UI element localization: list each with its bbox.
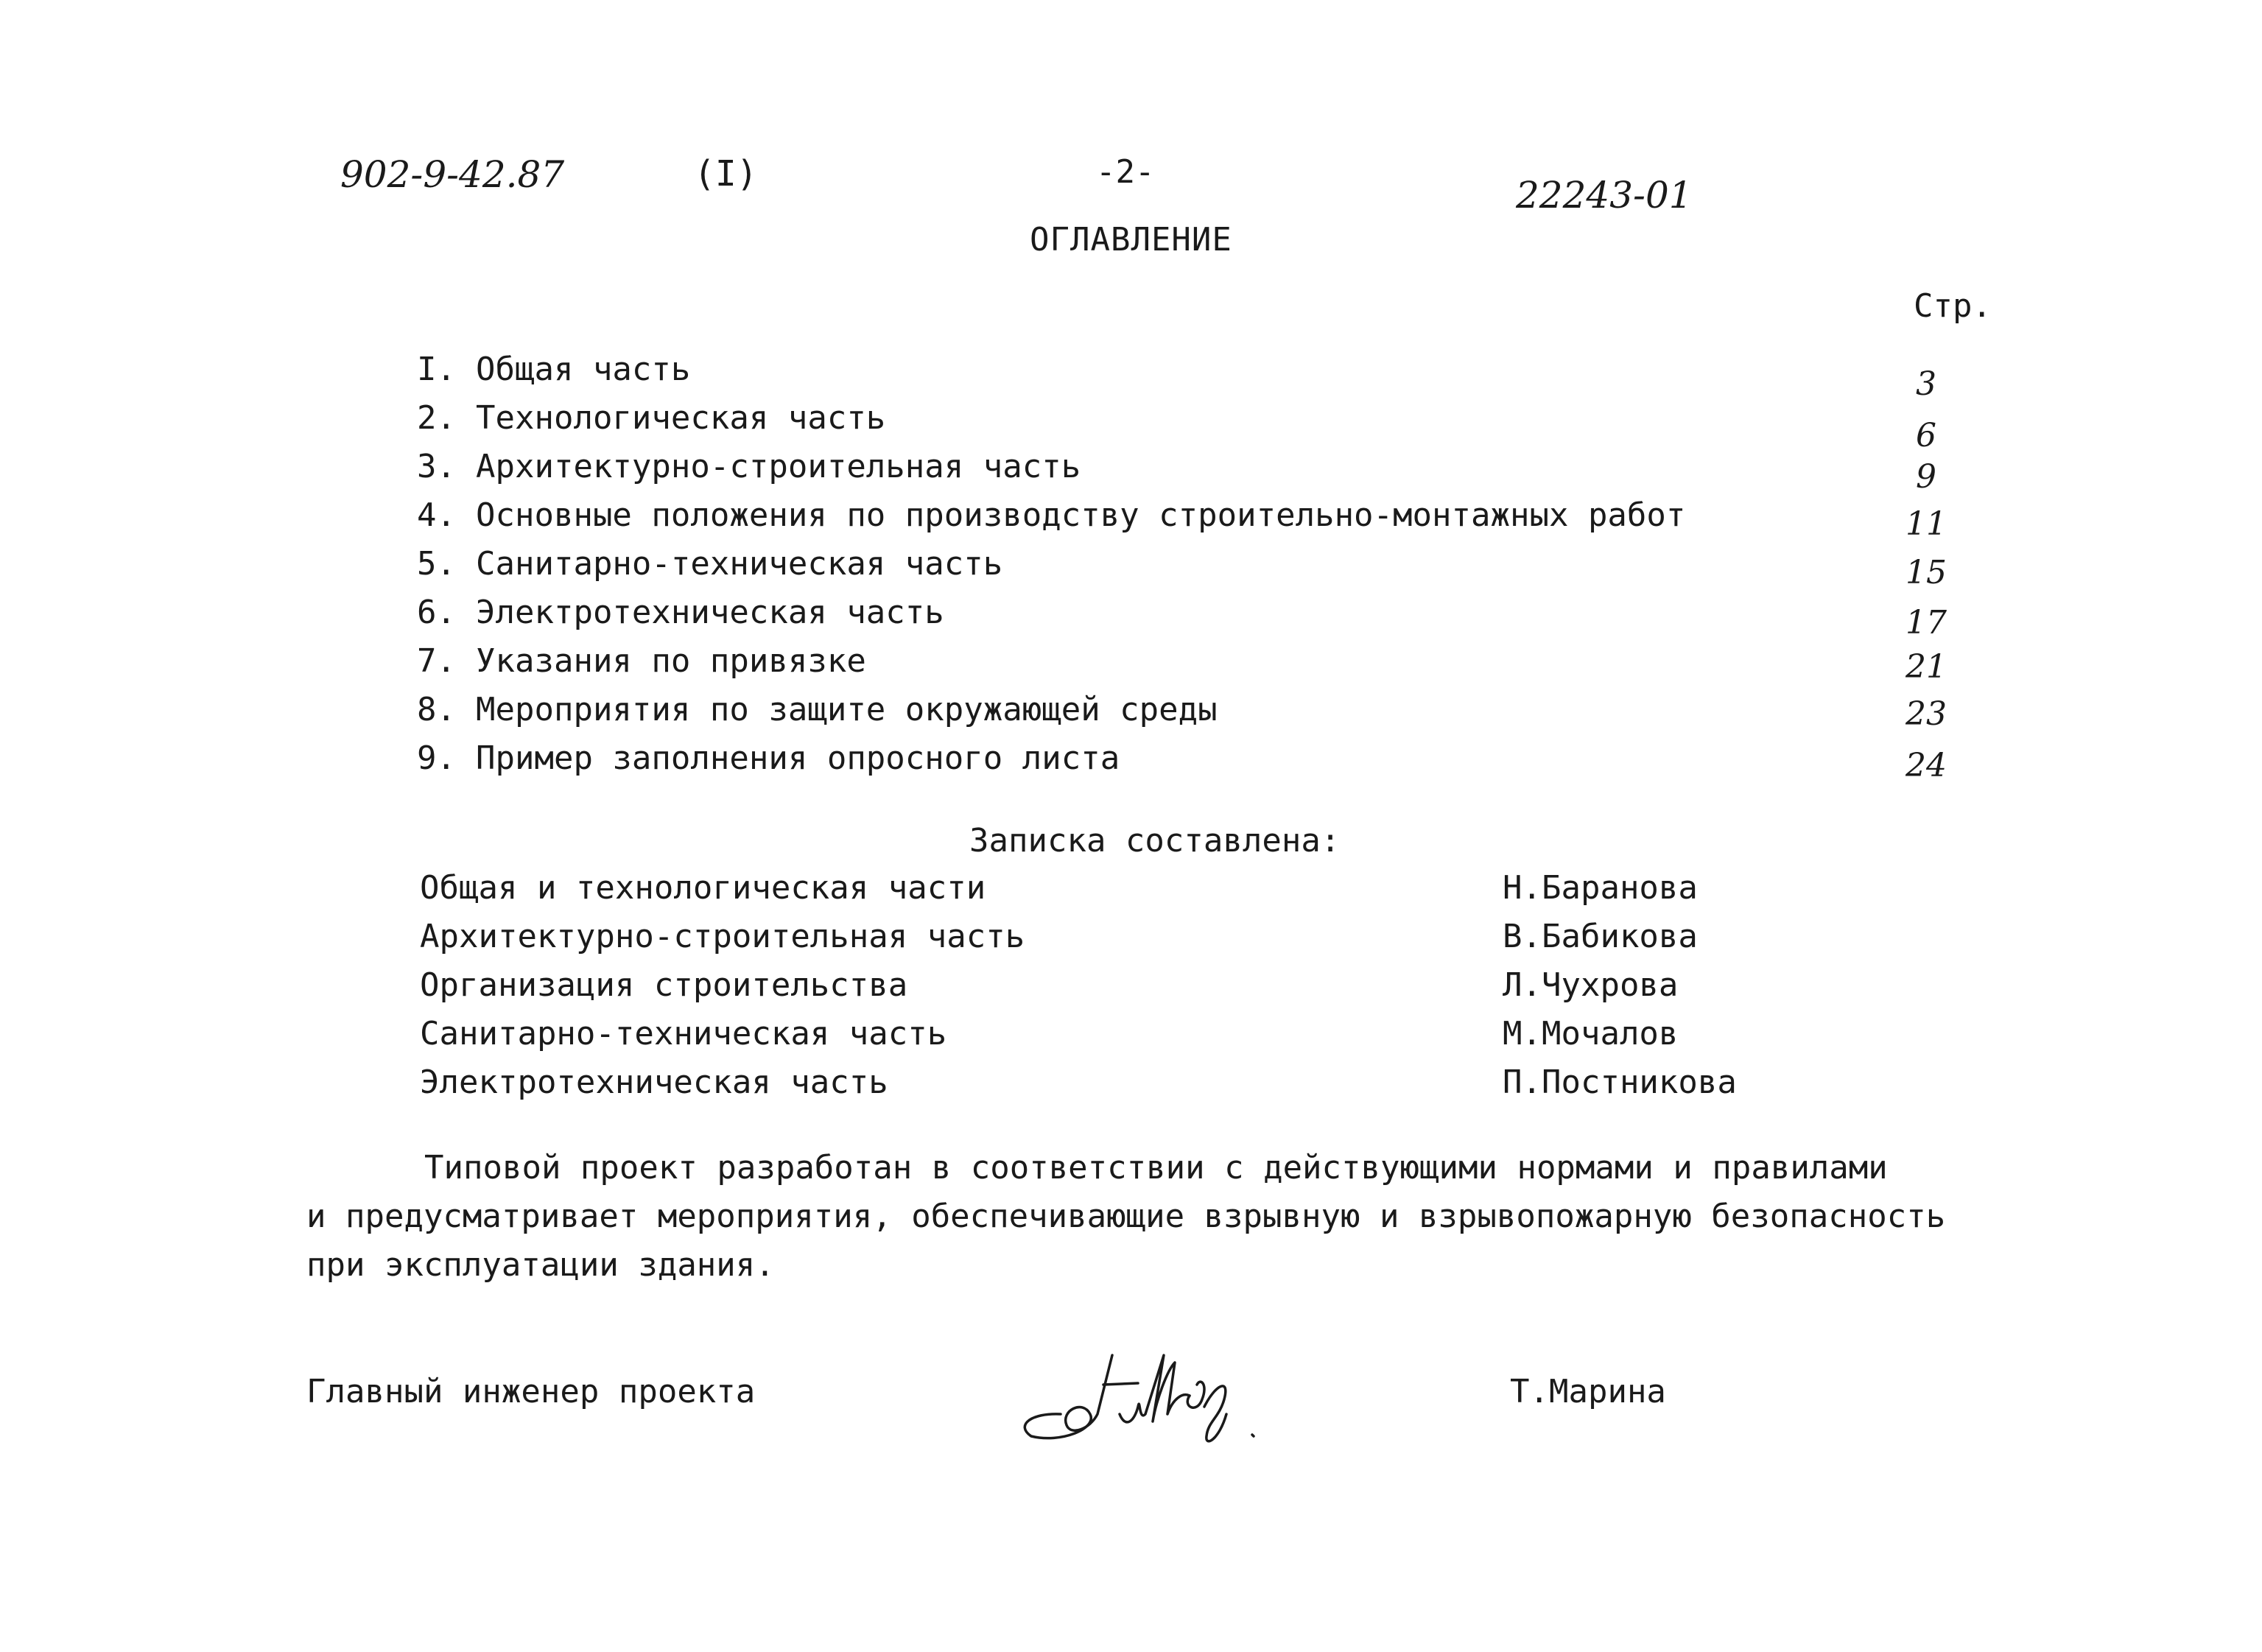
page-column-label: Стр. [1914,287,1992,325]
signature [1009,1326,1260,1451]
volume-number: (I) [694,153,758,194]
toc-item-title: Пример заполнения опросного листа [476,739,1120,777]
toc-item-title: Электротехническая часть [476,594,944,631]
toc-item-page: 23 [1906,695,1947,733]
toc-item-page: 24 [1906,747,1947,784]
author-name: В.Бабикова [1503,918,1698,955]
page-title: ОГЛАВЛЕНИЕ [1030,221,1232,259]
author-section: Архитектурно-строительная часть [420,918,1025,955]
toc-item-number: 3. [417,448,456,485]
authors-heading: Записка составлена: [969,822,1341,860]
toc-item-number: 7. [417,642,456,680]
toc-item-number: 5. [417,545,456,583]
document-code: 902-9-42.87 [340,153,565,196]
statement-line: и предусматривает мероприятия, обеспечивающие взрывную и взрывопожарную безопасность [306,1198,1946,1235]
statement-line: при эксплуатации здания. [306,1246,775,1284]
toc-item-title: Архитектурно-строительная часть [476,448,1081,485]
signoff-role: Главный инженер проекта [306,1373,756,1410]
toc-item-page: 17 [1906,604,1947,642]
toc-item-number: 4. [417,496,456,534]
toc-item-number: I. [417,351,456,388]
toc-item-page: 9 [1916,458,1936,496]
toc-item-page: 21 [1906,648,1947,686]
page-number: -2- [1096,153,1155,191]
toc-item-title: Санитарно-техническая часть [476,545,1003,583]
author-name: П.Постникова [1503,1064,1737,1101]
toc-item-number: 6. [417,594,456,631]
author-section: Санитарно-техническая часть [420,1015,947,1052]
toc-item-title: Общая часть [476,351,691,388]
toc-item-title: Основные положения по производству строительно-монтажных работ [476,496,1686,534]
author-name: Л.Чухрова [1503,966,1679,1004]
project-number: 22243-01 [1516,174,1693,217]
toc-item-title: Технологическая часть [476,399,886,437]
author-name: М.Мочалов [1503,1015,1679,1052]
toc-item-title: Мероприятия по защите окружающей среды [476,691,1218,728]
toc-item-page: 6 [1916,417,1936,454]
toc-item-number: 8. [417,691,456,728]
author-name: Н.Баранова [1503,869,1698,907]
author-section: Общая и технологическая части [420,869,986,907]
toc-item-page: 3 [1916,365,1936,403]
author-section: Электротехническая часть [420,1064,888,1101]
toc-item-page: 15 [1906,554,1947,591]
toc-item-number: 9. [417,739,456,777]
toc-item-title: Указания по привязке [476,642,866,680]
statement-line: Типовой проект разработан в соответствии с действующими нормами и правилами [424,1149,1888,1187]
toc-item-number: 2. [417,399,456,437]
author-section: Организация строительства [420,966,908,1004]
signoff-name: Т.Марина [1510,1373,1666,1410]
toc-item-page: 11 [1906,505,1947,543]
